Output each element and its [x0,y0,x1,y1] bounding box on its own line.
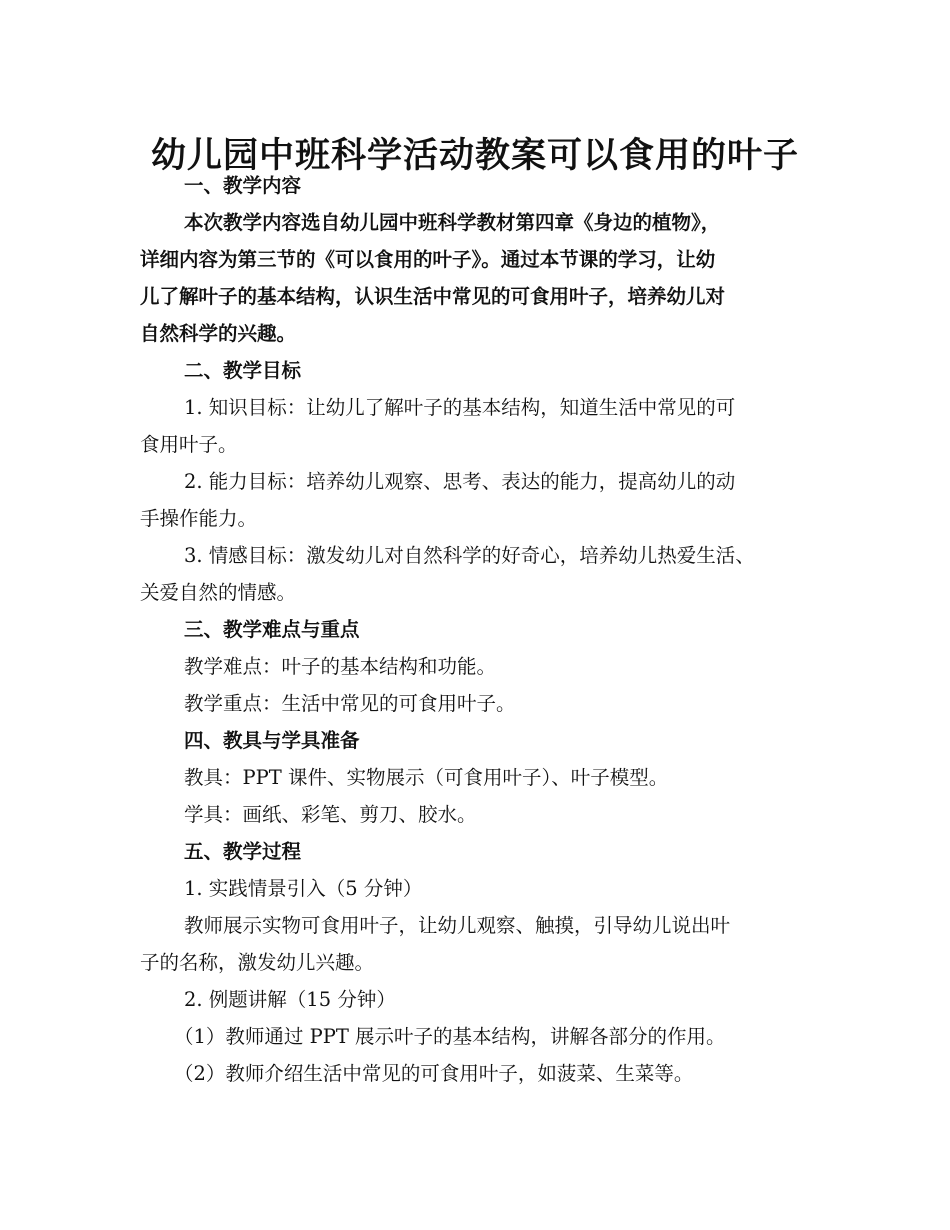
process-step-explanation: 2. 例题讲解（15 分钟） [184,988,396,1011]
paragraph-line: 详细内容为第三节的《可以食用的叶子》。通过本节课的学习，让幼 [140,248,716,271]
process-substep-2: （2）教师介绍生活中常见的可食用叶子，如菠菜、生菜等。 [174,1062,694,1085]
section-heading-content: 一、教学内容 [184,174,302,197]
paragraph-line: 自然科学的兴趣。 [140,322,297,345]
objective-emotion: 3. 情感目标：激发幼儿对自然科学的好奇心，培养幼儿热爱生活、 [184,544,755,567]
objective-ability-cont: 手操作能力。 [140,507,258,530]
objective-emotion-cont: 关爱自然的情感。 [140,581,297,604]
paragraph-line: 教师展示实物可食用叶子，让幼儿观察、触摸，引导幼儿说出叶 [184,914,731,937]
paragraph-line: 子的名称，激发幼儿兴趣。 [140,951,375,974]
paragraph-line: 儿了解叶子的基本结构，认识生活中常见的可食用叶子，培养幼儿对 [140,285,726,308]
objective-ability: 2. 能力目标：培养幼儿观察、思考、表达的能力，提高幼儿的动 [184,470,736,493]
learning-aids: 学具：画纸、彩笔、剪刀、胶水。 [184,803,477,826]
section-heading-process: 五、教学过程 [184,840,302,863]
teaching-aids: 教具：PPT 课件、实物展示（可食用叶子）、叶子模型。 [184,766,669,789]
teaching-difficulty: 教学难点：叶子的基本结构和功能。 [184,655,497,678]
process-step-intro: 1. 实践情景引入（5 分钟） [184,877,423,900]
document-title: 幼儿园中班科学活动教案可以食用的叶子 [150,135,799,177]
section-heading-materials: 四、教具与学具准备 [184,729,360,752]
teaching-key-point: 教学重点：生活中常见的可食用叶子。 [184,692,516,715]
document-body [140,167,820,1092]
objective-knowledge: 1. 知识目标：让幼儿了解叶子的基本结构，知道生活中常见的可 [184,396,736,419]
section-heading-objectives: 二、教学目标 [184,359,302,382]
section-heading-key-points: 三、教学难点与重点 [184,618,360,641]
paragraph-line: 本次教学内容选自幼儿园中班科学教材第四章《身边的植物》， [184,211,721,234]
objective-knowledge-cont: 食用叶子。 [140,433,238,456]
process-substep-1: （1）教师通过 PPT 展示叶子的基本结构，讲解各部分的作用。 [174,1025,726,1048]
